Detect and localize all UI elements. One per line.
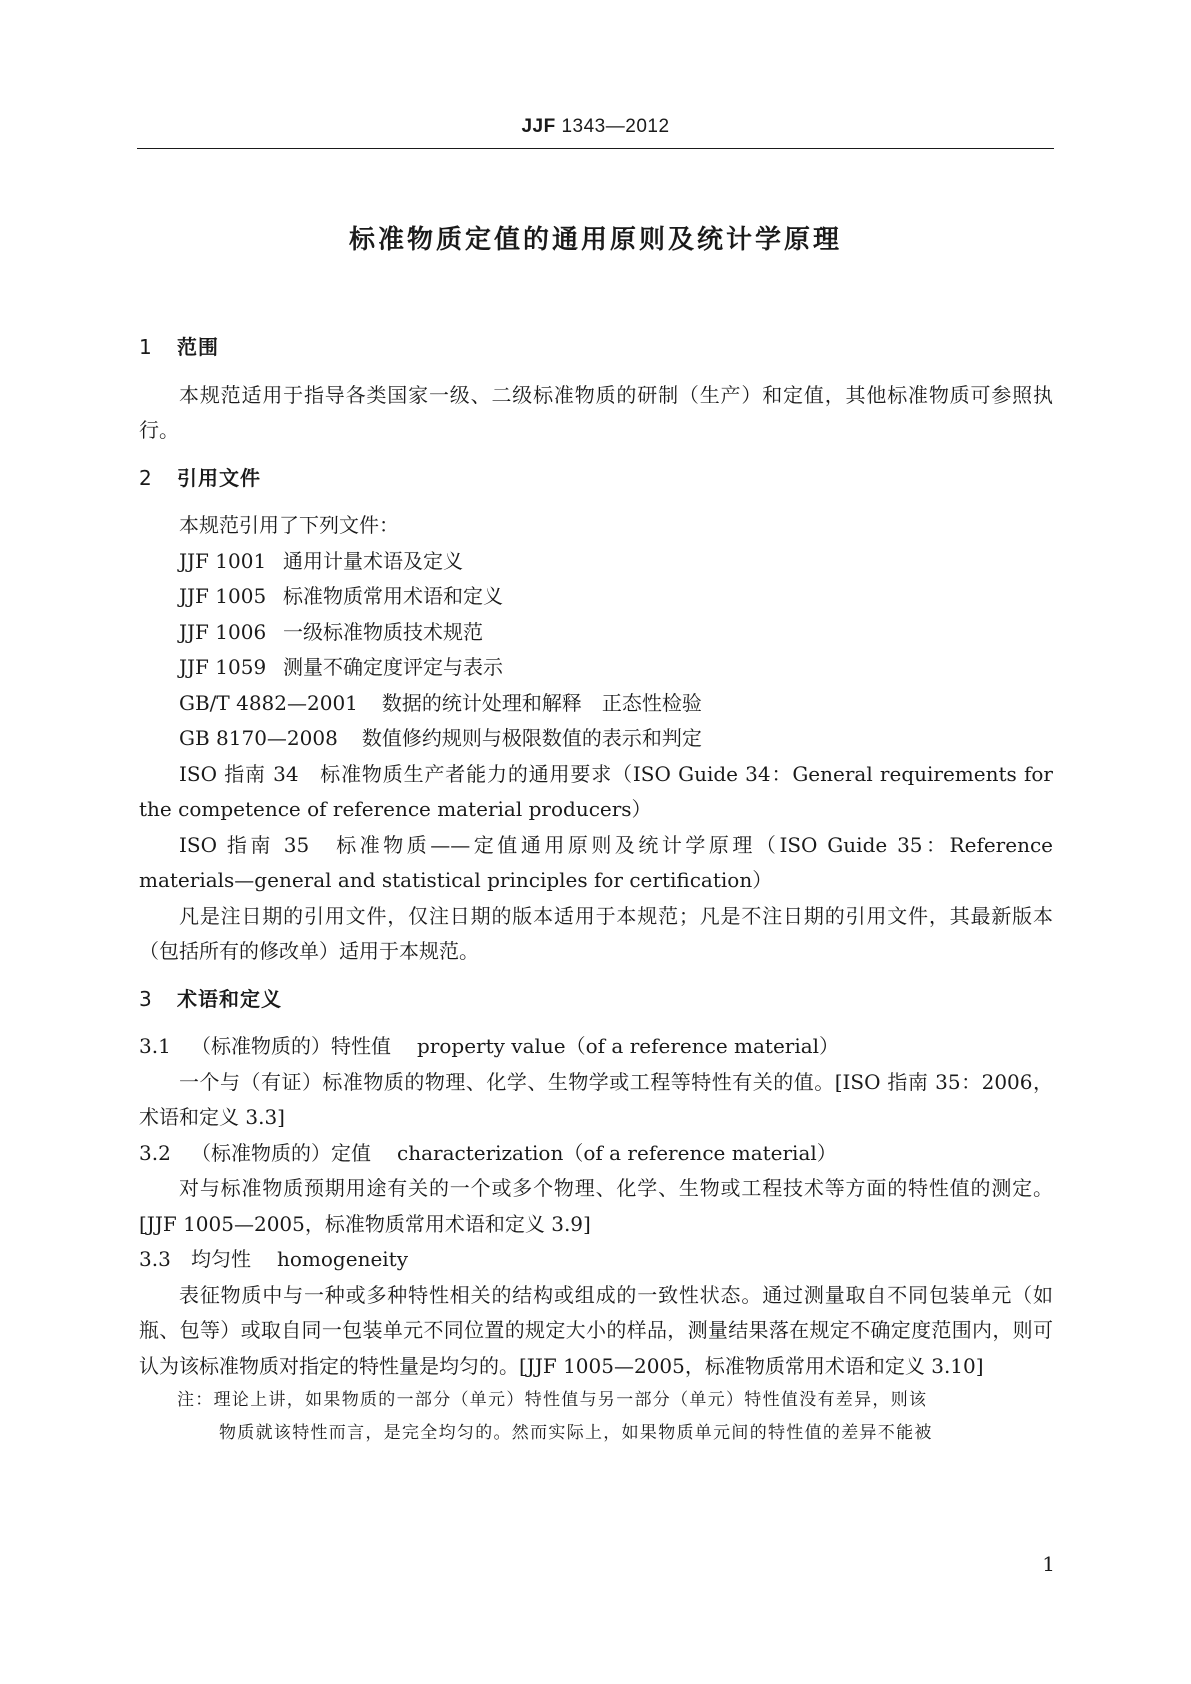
note-line: 物质就该特性而言，是完全均匀的。然而实际上，如果物质单元间的特性值的差异不能被 [219, 1423, 933, 1443]
reference-item [139, 721, 1053, 757]
section-number: 1 [139, 335, 153, 359]
reference-title: 通用计量术语及定义 [283, 548, 463, 573]
header-code-number: 1343—2012 [561, 116, 670, 137]
running-header [137, 116, 1054, 138]
reference-iso-guide-34: ISO 指南 34 标准物质生产者能力的通用要求（ISO Guide 34：General requirements for the competence of reference material producers） [139, 761, 1053, 821]
term-definition: 一个与（有证）标准物质的物理、化学、生物学或工程等特性有关的值。[ISO 指南 35：2006，术语和定义 3.3] [139, 1069, 1053, 1129]
section-title: 范围 [177, 335, 219, 359]
reference-item [139, 579, 1053, 615]
term-number: 3.3 [139, 1247, 171, 1271]
document-body [139, 330, 1053, 1450]
reference-code: GB/T 4882—2001 [179, 690, 358, 715]
header-code-prefix: JJF [521, 116, 556, 137]
section-1-heading [139, 330, 1053, 366]
reference-code: JJF 1006 [179, 619, 267, 644]
term-english: characterization（of a reference material） [397, 1140, 837, 1165]
document-title: 标准物质定值的通用原则及统计学原理 [348, 225, 842, 255]
reference-item [139, 686, 1053, 722]
term-number: 3.1 [139, 1034, 171, 1058]
reference-title: 数据的统计处理和解释 正态性检验 [381, 690, 702, 715]
reference-item [139, 615, 1053, 651]
reference-title: 标准物质常用术语和定义 [283, 584, 503, 608]
term-heading [139, 1136, 1053, 1172]
references-intro: 本规范引用了下列文件： [179, 513, 399, 537]
reference-title: 一级标准物质技术规范 [283, 619, 483, 644]
note-line: 注：理论上讲，如果物质的一部分（单元）特性值与另一部分（单元）特性值没有差异，则该 [177, 1390, 928, 1410]
reference-code: JJF 1001 [179, 548, 267, 573]
term-chinese: 均匀性 [191, 1247, 251, 1271]
page-number: 1 [1042, 1552, 1055, 1576]
header-rule [137, 148, 1054, 149]
reference-item [139, 544, 1053, 580]
reference-title: 测量不确定度评定与表示 [283, 655, 503, 679]
reference-code: GB 8170—2008 [179, 726, 338, 750]
term-heading [139, 1242, 1053, 1278]
section-2-heading [139, 461, 1053, 497]
section-title: 术语和定义 [177, 986, 282, 1011]
section-number: 3 [139, 986, 153, 1011]
term-heading [139, 1029, 1053, 1065]
term-definition: 对与标准物质预期用途有关的一个或多个物理、化学、生物或工程技术等方面的特性值的测定。[JJF 1005—2005，标准物质常用术语和定义 3.9] [139, 1176, 1053, 1236]
term-chinese: （标准物质的）特性值 [191, 1034, 391, 1058]
term-english: homogeneity [277, 1247, 409, 1271]
reference-iso-guide-35: ISO 指南 35 标准物质——定值通用原则及统计学原理（ISO Guide 35：Reference materials—general and statistical principles for certification） [139, 832, 1053, 892]
term-chinese: （标准物质的）定值 [191, 1140, 371, 1165]
references-closing: 凡是注日期的引用文件，仅注日期的版本适用于本规范；凡是不注日期的引用文件，其最新版本（包括所有的修改单）适用于本规范。 [139, 903, 1053, 963]
section-title: 引用文件 [177, 465, 261, 490]
term-definition: 表征物质中与一种或多种特性相关的结构或组成的一致性状态。通过测量取自不同包装单元（如瓶、包等）或取自同一包装单元不同位置的规定大小的样品，测量结果落在规定不确定度范围内，则可认为该标准物质对指定的特性量是均匀的。[JJF 1005—2005，标准物质常用术语和定义 3.10] [139, 1282, 1053, 1378]
reference-code: JJF 1059 [179, 655, 267, 679]
section-1-paragraph: 本规范适用于指导各类国家一级、二级标准物质的研制（生产）和定值，其他标准物质可参照执行。 [139, 382, 1053, 442]
term-english: property value（of a reference material） [417, 1034, 840, 1058]
section-number: 2 [139, 465, 153, 490]
reference-item [139, 650, 1053, 686]
reference-title: 数值修约规则与极限数值的表示和判定 [361, 726, 702, 750]
reference-code: JJF 1005 [179, 584, 267, 608]
section-3-heading [139, 982, 1053, 1018]
term-number: 3.2 [139, 1140, 171, 1165]
